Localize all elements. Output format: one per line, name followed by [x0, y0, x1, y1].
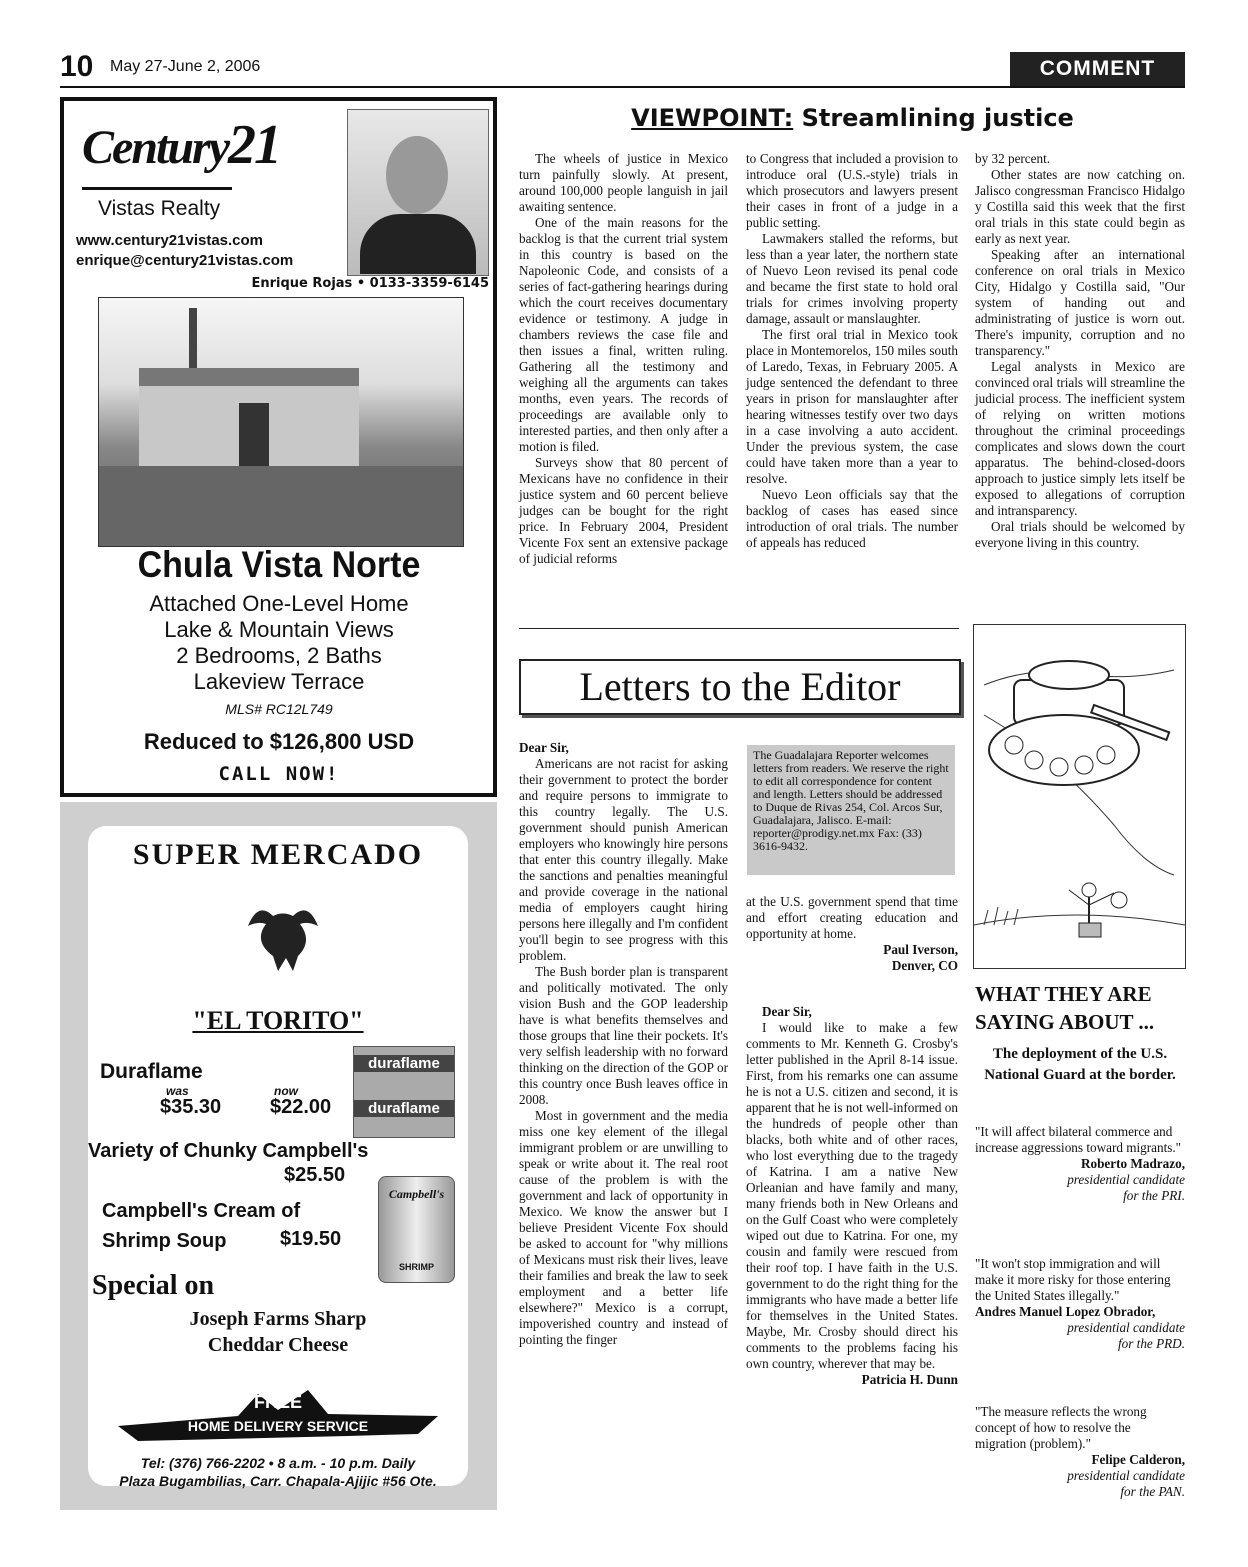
viewpoint-column-2: [746, 151, 958, 551]
paragraph: to Congress that included a provision to introduce oral (U.S.-style) trials in which prosecutors and lawyers present their cases in front of a judge in a public setting.: [746, 151, 958, 230]
salutation: Dear Sir,: [762, 1004, 812, 1019]
paragraph: The wheels of justice in Mexico turn painfully slowly. At present, around 100,000 people languish in jail awaiting sentence.: [519, 151, 728, 214]
paragraph: Americans are not racist for asking their government to protect the border and require persons to immigrate to this country legally. The U.S. government should punish American employers who knowingly hire persons that enter this country illegally. Make the sanctions and penalties meaningful and provide coverage in the national media of employers caught hiring persons here illegally and I'm confident you'll begin to see progress with this problem.: [519, 756, 728, 963]
agent-suit: [360, 214, 476, 274]
agency-name: Vistas Realty: [98, 197, 221, 220]
paragraph: The first oral trial in Mexico took place in Montemorelos, 150 miles south of Laredo, Texas, in February 2005. A judge sentenced the defendant to three years in prison for manslaughter after hearing witnesses testify over two days in a case involving a auto accident. Under the previous system, the case could have taken more than a year to resolve.: [746, 327, 958, 486]
house-door: [239, 403, 269, 466]
quote-party: for the PRI.: [1123, 1188, 1185, 1203]
now-price: $22.00: [270, 1096, 332, 1118]
agency-web: [76, 231, 293, 271]
property-price: Reduced to $126,800 USD: [143, 729, 415, 754]
cheese-line-2: Cheddar Cheese: [207, 1334, 349, 1356]
viewpoint-label: VIEWPOINT:: [631, 104, 794, 132]
store-subname: "EL TORITO": [192, 1006, 364, 1035]
duraflame-box: [353, 1046, 455, 1138]
letter-author: Patricia H. Dunn: [861, 1372, 958, 1387]
website: www.century21vistas.com: [76, 232, 264, 249]
paragraph: Nuevo Leon officials say that the backlog of cases has eased since introduction of oral trials. The number of appeals has reduced: [746, 487, 958, 550]
paragraph: at the U.S. government spend that time and effort creating education and opportunity at home.: [746, 894, 958, 941]
letters-title: Letters to the Editor: [579, 664, 901, 709]
quote-text: "The measure reflects the wrong concept of how to resolve the migration (problem).": [975, 1404, 1147, 1451]
can-brand: Campbell's: [388, 1187, 445, 1201]
logo-rule: [82, 187, 232, 190]
paragraph: Other states are now catching on. Jalisco congressman Francisco Hidalgo y Costilla said this week that the first oral trials in this state could begin as early as next year.: [975, 167, 1185, 246]
paragraph: I would like to make a few comments to Mr. Kenneth G. Crosby's letter published in the April 8-14 issue. First, from his remarks one can assume he is not a U.S. citizen and second, it is apparent that he is not well-informed on the hundreds of people other than blacks, both white and of other races, who lost everything due to the tragedy of Katrina. I am a native New Orleanian and have family and many, many friends both in New Orleans and on the Gulf Coast who were completely wiped out due to Katrina. For one, my cousin and family were rescued from their roof top. I have faith in the U.S. government to do the right thing for the immigrants who have made a better life for themselves in the United States. Maybe, Mr. Crosby should direct his comments to the problems facing his own country, wherever that may be.: [746, 1020, 958, 1371]
agent-photo: [347, 109, 489, 276]
quote-2: [975, 1256, 1185, 1352]
quote-role: presidential candidate: [1067, 1172, 1185, 1187]
quote-3: [975, 1404, 1185, 1500]
email: enrique@century21vistas.com: [76, 252, 294, 269]
letter-location: Denver, CO: [891, 958, 958, 973]
paragraph: Surveys show that 80 percent of Mexicans have no confidence in their justice system and 60 percent believe judges can be bought for the right price. In February 2004, President Vicente Fox sent an extensive package of judicial reforms: [519, 455, 728, 566]
editorial-cartoon: [973, 624, 1186, 969]
call-now: CALL NOW!: [218, 763, 340, 785]
quote-role: presidential candidate: [1067, 1320, 1185, 1335]
section-divider: [519, 628, 959, 629]
quote-party: for the PAN.: [1120, 1484, 1185, 1499]
paragraph: Lawmakers stalled the reforms, but less than a year later, the northern state of Nuevo Leon revised its penal code and became the first state to hold oral trials for crimes involving property damage, assault or manslaughter.: [746, 231, 958, 326]
cream-price: $19.50: [280, 1228, 342, 1250]
page-number: 10: [60, 50, 94, 83]
viewpoint-title: Streamlining justice: [801, 104, 1074, 132]
house-roof: [139, 368, 359, 386]
paragraph: One of the main reasons for the backlog is that the current trial system in this country is based on the Napoleonic Code, and consists of a series of fact-gathering hearings during which the court receives documentary evidence or testimony. A judge in chambers reviews the case file and then issues a final, written ruling. Gathering all the testimony and weighing all the arguments can takes months, even years. The records of proceedings are available only to interested parties, and then only after a motion is filed.: [519, 215, 728, 454]
feature-line: Lake & Mountain Views: [164, 617, 394, 642]
soup-can: [378, 1176, 455, 1283]
paragraph: by 32 percent.: [975, 151, 1051, 166]
letter-1-continued: [746, 894, 958, 974]
issue-date: May 27-June 2, 2006: [110, 58, 261, 75]
cream-label-1: Campbell's Cream of: [102, 1200, 301, 1222]
century21-ad: [60, 97, 497, 797]
letters-title-box: [519, 659, 961, 715]
delivery-label: HOME DELIVERY SERVICE: [187, 1418, 369, 1434]
box-label: duraflame: [354, 1055, 454, 1072]
property-features: [64, 591, 494, 695]
quote-1: [975, 1124, 1185, 1204]
chunky-price: $25.50: [284, 1164, 346, 1186]
tank-cartoon-icon: [974, 625, 1185, 968]
now-label: now: [274, 1084, 298, 1098]
quote-text: "It won't stop immigration and will make it more risky for those entering the United States illegally.": [975, 1256, 1171, 1303]
special-label: Special on: [92, 1270, 215, 1301]
quote-role: presidential candidate: [1067, 1468, 1185, 1483]
was-price: $35.30: [160, 1096, 222, 1118]
quote-name: Felipe Calderon,: [1091, 1452, 1185, 1467]
agent-contact: Enrique Rojas • 0133-3359-6145: [251, 276, 489, 291]
was-label: was: [166, 1084, 189, 1098]
quote-party: for the PRD.: [1117, 1336, 1185, 1351]
paragraph: Oral trials should be welcomed by everyone living in this country.: [975, 519, 1185, 550]
header-rule: [60, 86, 1185, 88]
paragraph: The Bush border plan is transparent and politically motivated. The only vision Bush and the GOP leadership have is what benefits themselves and those groups that line their pockets. It's very selfish leadership with no forward thinking on the direction of the GOP or this country once Bush leaves office in 2008.: [519, 964, 728, 1107]
store-tel: Tel: (376) 766-2202 • 8 a.m. - 10 p.m. Daily: [140, 1455, 416, 1471]
feature-line: 2 Bedrooms, 2 Baths: [176, 643, 382, 668]
store-address: Plaza Bugambilias, Carr. Chapala-Ajijic #56 Ote.: [119, 1473, 437, 1489]
chunky-label: Variety of Chunky Campbell's: [88, 1140, 369, 1162]
viewpoint-column-1: [519, 151, 728, 567]
wtsa-subtitle: The deployment of the U.S. National Guard at the border.: [984, 1046, 1176, 1083]
feature-line: Lakeview Terrace: [193, 669, 365, 694]
quote-name: Roberto Madrazo,: [1080, 1156, 1185, 1171]
free-label: FREE: [253, 1392, 302, 1412]
viewpoint-column-3: [975, 151, 1185, 551]
feature-line: Attached One-Level Home: [149, 591, 409, 616]
agent-face: [386, 136, 448, 214]
viewpoint-headline: [520, 104, 1185, 132]
quote-name: Andres Manuel Lopez Obrador,: [975, 1304, 1156, 1319]
property-name: Chula Vista Norte: [137, 544, 421, 586]
store-contact: [88, 1454, 468, 1490]
cheese-line-1: Joseph Farms Sharp: [189, 1308, 367, 1330]
cream-label-2: Shrimp Soup: [102, 1230, 227, 1252]
wtsa-title: WHAT THEY ARE SAYING ABOUT ...: [975, 982, 1155, 1034]
mls-number: MLS# RC12L749: [225, 701, 333, 717]
century21-logo: Century21: [82, 114, 281, 176]
letter-author: Paul Iverson,: [883, 942, 958, 957]
paragraph: Speaking after an international conference on oral trials in Mexico City, Hidalgo y Costilla said, "Our system of handing out and administrating of justice is worn out. There's impunity, corruption and no transparency.": [975, 247, 1185, 358]
house-photo: [98, 297, 464, 547]
ad-panel: [88, 826, 468, 1489]
section-label: COMMENT: [1010, 52, 1185, 86]
paragraph: Most in government and the media miss one key element of the illegal immigrant problem or are unwilling to speak or write about it. The real root cause of the problem is with the government and lack of opportunity in Mexico. We know the answer but I believe President Vicente Fox should be asked to account for "why millions of Mexicans must risk their lives, leave their families and break the law to seek employment and a better life elsewhere?" Mexico is a corrupt, impoverished country and instead of pointing the finger: [519, 1108, 728, 1347]
duraflame-label: Duraflame: [100, 1060, 203, 1083]
bull-icon: [238, 896, 328, 976]
store-name: SUPER MERCADO: [132, 838, 424, 871]
quote-text: "It will affect bilateral commerce and increase aggressions toward migrants.": [975, 1124, 1182, 1155]
letter-2: [746, 1004, 958, 1388]
house-ground: [99, 466, 463, 546]
paragraph: Legal analysts in Mexico are convinced oral trials will streamline the judicial process. The inefficient system of relying on written motions throughout the criminal proceedings complicates and slows down the court apparatus. The behind-closed-doors approach to justice simply lets itself be exposed to allegations of corruption and intransparency.: [975, 359, 1185, 518]
supermercado-ad: [60, 802, 497, 1510]
box-label: duraflame: [354, 1100, 454, 1117]
can-label: SHRIMP: [398, 1262, 434, 1272]
letters-notice: The Guadalajara Reporter welcomes letters from readers. We reserve the right to edit all correspondence for content and length. Letters should be addressed to Duque de Rivas 254, Col. Arcos Sur, Guadalajara, Jalisco. E-mail: reporter@prodigy.net.mx Fax: (33) 3616-9432.: [747, 745, 955, 875]
salutation: Dear Sir,: [519, 740, 569, 755]
letter-1: [519, 740, 728, 1348]
